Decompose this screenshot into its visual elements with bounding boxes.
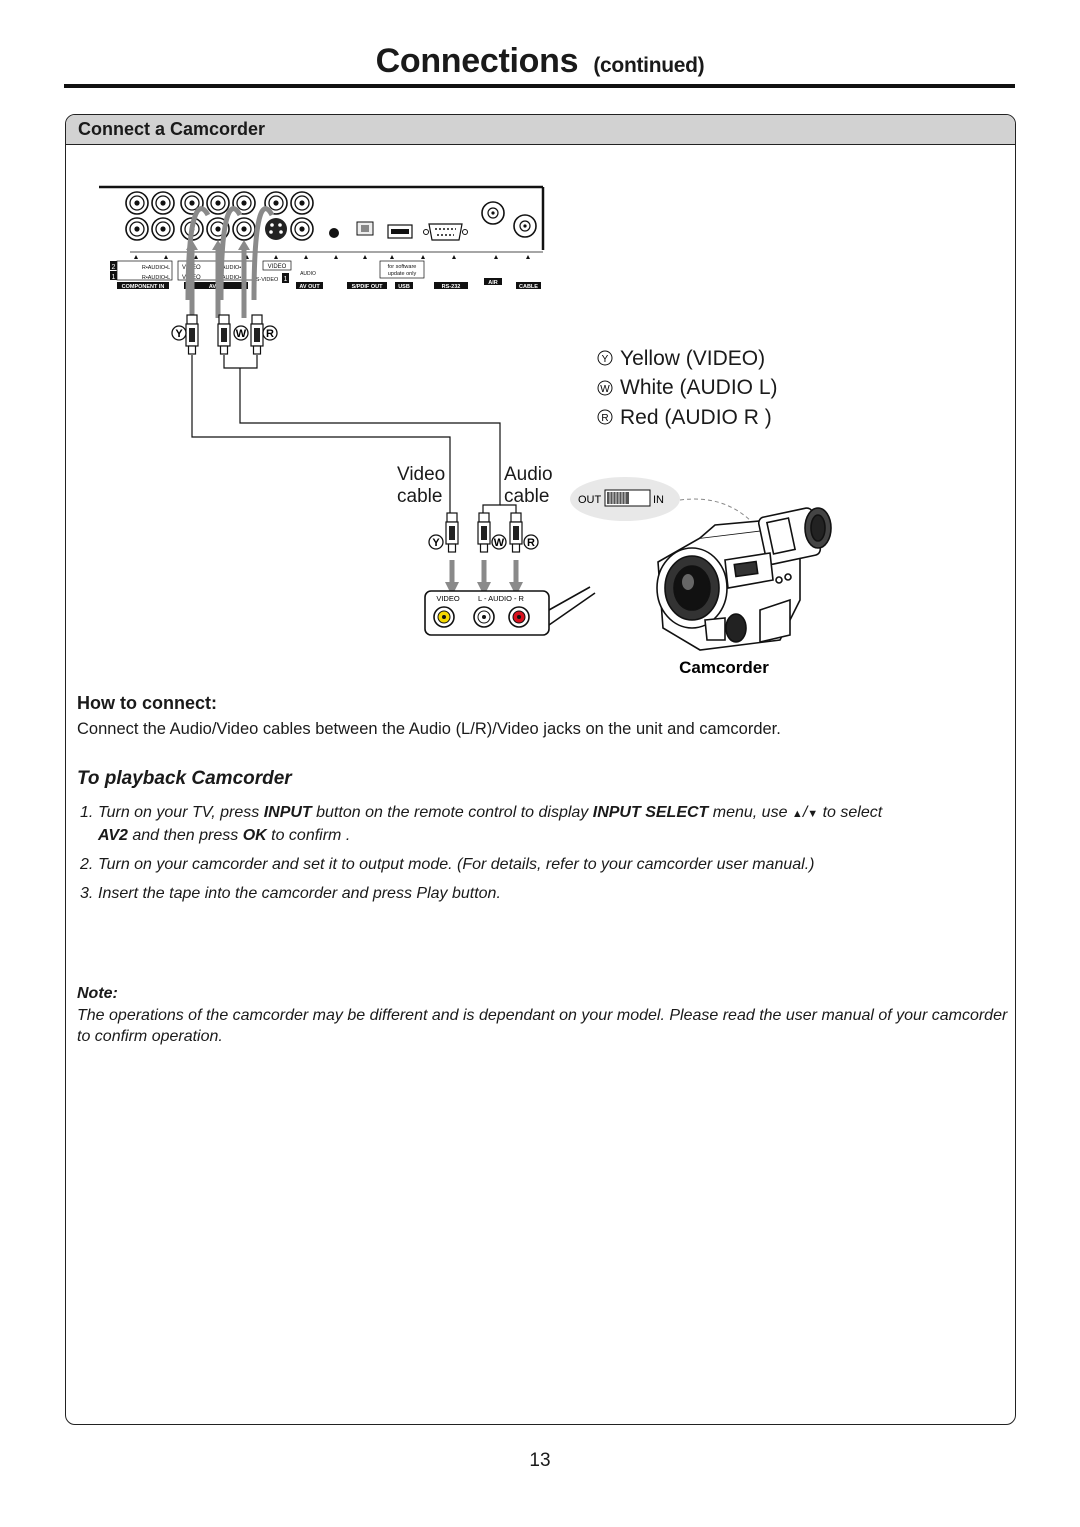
audio-cable-label-1: Audio — [504, 464, 553, 485]
label-l-audio-r-1: L•AUDIO•R — [216, 265, 246, 271]
step-2-text: Turn on your camcorder and set it to output mode. (For details, refer to your camcorder user manual.) — [98, 856, 815, 873]
headphone-jack — [329, 228, 339, 238]
rca-jack-row-top — [126, 192, 313, 214]
label-component-in: COMPONENT IN — [121, 284, 165, 290]
label-num-1: 1 — [111, 274, 116, 281]
svideo-jack — [265, 218, 287, 240]
usb-port — [388, 225, 412, 238]
label-l-audio-r-2: L•AUDIO•R — [216, 275, 246, 281]
switch-out-label: OUT — [578, 494, 602, 506]
label-r-audio-l-1: R•AUDIO•L — [141, 265, 171, 271]
label-video-1: VIDEO — [182, 265, 201, 271]
step-1 — [80, 802, 1010, 846]
section-title: Connect a Camcorder — [78, 119, 266, 139]
camcorder-jack-panel — [425, 587, 595, 635]
label-svideo: S-VIDEO — [255, 277, 279, 283]
label-video-out: VIDEO — [267, 264, 287, 270]
step-1-text-a: Turn on your TV, press — [98, 804, 264, 821]
label-r-audio-l-2: R•AUDIO•L — [141, 275, 171, 281]
page-number: 13 — [529, 1450, 551, 1471]
label-svideo-num: 1 — [283, 276, 288, 283]
step-3-text: Insert the tape into the camcorder and press Play button. — [98, 885, 501, 902]
video-cable-label-1: Video — [397, 464, 446, 485]
up-arrow-icon: ▲ — [791, 808, 803, 820]
playback-title: To playback Camcorder — [77, 768, 292, 789]
page-title-main: Connections — [375, 42, 579, 80]
how-to-connect-text: Connect the Audio/Video cables between the Audio (L/R)/Video jacks on the unit and camcorder. — [77, 720, 781, 738]
label-av-out: AV OUT — [299, 284, 320, 290]
audio-cable-label-2: cable — [504, 486, 550, 507]
page-title-subtitle: (continued) — [593, 54, 705, 77]
camcorder-caption: Camcorder — [679, 658, 769, 677]
step-1-text-e: and then press — [127, 827, 243, 844]
label-software-2: update only — [387, 271, 417, 277]
label-usb: USB — [398, 284, 410, 290]
step-1-text-d: to select — [818, 804, 883, 821]
av-cables — [192, 355, 516, 515]
tv-cable-plugs — [186, 315, 263, 354]
tv-plug-letter-w: W — [235, 328, 247, 340]
legend-letter-w: W — [600, 384, 610, 395]
step-2-number: 2. — [80, 856, 94, 873]
label-air: AIR — [488, 280, 498, 286]
camcorder-cable-plugs — [446, 513, 522, 552]
step-1-text-c: menu, use — [708, 804, 792, 821]
cam-jack-video-label: VIDEO — [436, 594, 460, 603]
step-1-ok: OK — [242, 827, 267, 844]
down-arrow-icon: ▼ — [807, 808, 819, 820]
connection-diagram — [0, 0, 1080, 700]
cam-plug-letter-y: Y — [432, 537, 440, 549]
switch-in-label: IN — [653, 494, 664, 506]
output-switch — [570, 477, 755, 525]
label-audio-out: AUDIO — [300, 271, 316, 277]
legend-letter-r: R — [601, 413, 609, 424]
legend-white: White (AUDIO L) — [620, 376, 778, 399]
step-1-av2: AV2 — [98, 827, 128, 844]
how-to-connect-title: How to connect: — [77, 693, 217, 713]
camcorder-illustration — [657, 507, 831, 650]
step-1-number: 1. — [80, 804, 94, 821]
step-1-input-select: INPUT SELECT — [592, 804, 709, 821]
rs232-port — [424, 224, 468, 240]
tv-plug-letter-y: Y — [175, 328, 183, 340]
note-text: The operations of the camcorder may be different and is dependant on your model. Please read the user manual of your camcorder to confirm operation. — [77, 1007, 1008, 1045]
step-3-number: 3. — [80, 885, 94, 902]
playback-steps — [80, 802, 1010, 912]
tv-rear-panel — [99, 187, 543, 290]
label-av-in: AV IN — [208, 284, 224, 290]
label-video-2: VIDEO — [182, 275, 201, 281]
label-cable: CABLE — [519, 284, 538, 290]
step-1-text-f: to confirm . — [266, 827, 351, 844]
spdif-jack — [357, 222, 373, 235]
step-3 — [80, 883, 1010, 904]
label-rs232: RS-232 — [441, 284, 461, 290]
cam-plug-letter-w: W — [493, 537, 505, 549]
note-title: Note: — [77, 985, 118, 1002]
label-spdif-out: S/PDIF OUT — [351, 284, 383, 290]
cam-jack-audio-label: L - AUDIO - R — [478, 594, 524, 603]
video-cable-label-2: cable — [397, 486, 443, 507]
legend-letter-y: Y — [601, 354, 609, 365]
cable-color-legend — [598, 347, 778, 429]
antenna-jacks — [482, 202, 536, 237]
cam-plug-letter-r: R — [527, 537, 535, 549]
label-num-2: 2 — [111, 264, 116, 271]
legend-yellow: Yellow (VIDEO) — [620, 347, 766, 370]
step-1-slash: / — [802, 804, 808, 821]
step-1-input: INPUT — [263, 804, 312, 821]
label-software-1: for software — [387, 264, 417, 270]
tv-plug-letter-r: R — [266, 328, 274, 340]
step-1-text-b: button on the remote control to display — [311, 804, 593, 821]
step-2 — [80, 854, 1010, 875]
legend-red: Red (AUDIO R ) — [620, 406, 772, 429]
